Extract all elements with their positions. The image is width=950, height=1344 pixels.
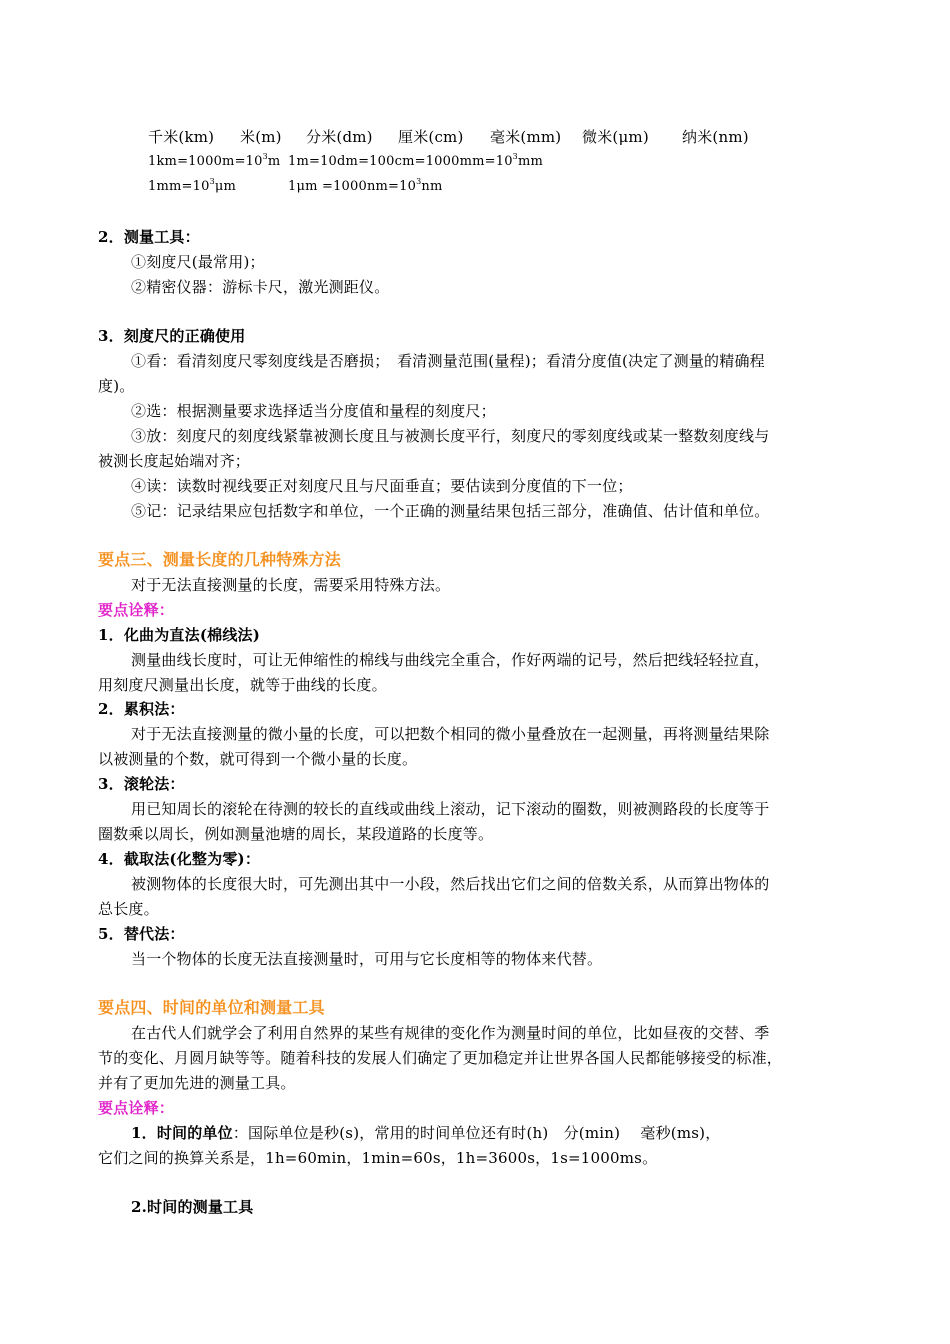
method4-text-1: 被测物体的长度很大时，可先测出其中一小段，然后找出它们之间的倍数关系，从而算出物体的 [131, 875, 770, 893]
section4-heading: 要点四、时间的单位和测量工具 [98, 998, 325, 1017]
unit-conversion-1a: $1km=1000m=10^3m$ [148, 151, 281, 169]
section3-heading: 要点三、测量长度的几种特殊方法 [98, 550, 342, 569]
time-unit-text: ：国际单位是秒(s)，常用的时间单位还有时(h) 分(min) 毫秒(ms)， [232, 1124, 721, 1142]
unit-km: 千米(km) [148, 128, 215, 146]
unit-um: 微米(μm) [582, 128, 649, 146]
ruler-read: ④读：读数时视线要正对刻度尺且与尺面垂直；要估读到分度值的下一位； [131, 477, 633, 495]
time-unit-line [131, 1123, 720, 1143]
method4-text-2: 总长度。 [98, 900, 159, 918]
time-unit-title: 1．时间的单位 [131, 1124, 233, 1142]
method4-title: 4．截取法(化整为零)： [98, 850, 261, 868]
method2-text-1: 对于无法直接测量的微小量的长度，可以把数个相同的微小量叠放在一起测量，再将测量结果除 [131, 725, 770, 743]
method5-title: 5．替代法： [98, 925, 185, 943]
tools-item-1: ①刻度尺(最常用)； [131, 253, 265, 271]
method1-title: 1．化曲为直法(棉线法) [98, 626, 261, 644]
section3-intro: 对于无法直接测量的长度，需要采用特殊方法。 [131, 576, 451, 594]
method1-text-2: 用刻度尺测量出长度，就等于曲线的长度。 [98, 676, 387, 694]
tools-title: 2．测量工具： [98, 228, 200, 246]
unit-conversion-2b: $1\mu m =1000nm=10^3nm$ [288, 176, 443, 194]
method2-title: 2．累积法： [98, 700, 185, 718]
unit-nm: 纳米(nm) [682, 128, 749, 146]
ruler-choose: ②选：根据测量要求选择适当分度值和量程的刻度尺； [131, 402, 496, 420]
ruler-place-1: ③放：刻度尺的刻度线紧靠被测长度且与被测长度平行，刻度尺的零刻度线或某一整数刻度线与 [131, 427, 770, 445]
time-tools-title: 2.时间的测量工具 [131, 1198, 254, 1216]
length-units-row [148, 127, 749, 147]
unit-cm: 厘米(cm) [398, 128, 464, 146]
method2-text-2: 以被测量的个数，就可得到一个微小量的长度。 [98, 750, 418, 768]
method3-title: 3．滚轮法： [98, 775, 185, 793]
section4-intro-3: 并有了更加先进的测量工具。 [98, 1074, 296, 1092]
ruler-record: ⑤记：记录结果应包括数字和单位，一个正确的测量结果包括三部分，准确值、估计值和单位。 [131, 502, 770, 520]
section4-intro-2: 节的变化、月圆月缺等等。随着科技的发展人们确定了更加稳定并让世界各国人民都能够接受的标准， [98, 1049, 783, 1067]
ruler-look-1: ①看：看清刻度尺零刻度线是否磨损； 看清测量范围(量程)；看清分度值(决定了测量的精确程 [131, 352, 765, 370]
section3-note-label: 要点诠释： [98, 601, 175, 619]
tools-item-2: ②精密仪器：游标卡尺，激光测距仪。 [131, 278, 390, 296]
section4-intro-1: 在古代人们就学会了利用自然界的某些有规律的变化作为测量时间的单位，比如昼夜的交替、季 [131, 1024, 770, 1042]
method3-text-1: 用已知周长的滚轮在待测的较长的直线或曲线上滚动，记下滚动的圈数，则被测路段的长度等于 [131, 800, 770, 818]
unit-dm: 分米(dm) [306, 128, 373, 146]
unit-conversion-1b: $1m=10dm=100cm=1000mm=10^3mm$ [288, 151, 544, 169]
time-unit-conversion: 它们之间的换算关系是，1h=60min，1min=60s，1h=3600s，1s=1000ms。 [98, 1149, 658, 1167]
unit-conversion-2a: $1mm=10^3\mu m$ [148, 176, 237, 194]
ruler-place-2: 被测长度起始端对齐； [98, 452, 251, 470]
unit-m: 米(m) [240, 128, 282, 146]
ruler-look-2: 度)。 [98, 377, 135, 395]
section4-note-label: 要点诠释： [98, 1099, 175, 1117]
method1-text-1: 测量曲线长度时，可让无伸缩性的棉线与曲线完全重合，作好两端的记号，然后把线轻轻拉直， [131, 651, 770, 669]
ruler-title: 3．刻度尺的正确使用 [98, 327, 246, 345]
method5-text-1: 当一个物体的长度无法直接测量时，可用与它长度相等的物体来代替。 [131, 950, 603, 968]
unit-mm: 毫米(mm) [490, 128, 562, 146]
method3-text-2: 圈数乘以周长，例如测量池塘的周长，某段道路的长度等。 [98, 825, 494, 843]
